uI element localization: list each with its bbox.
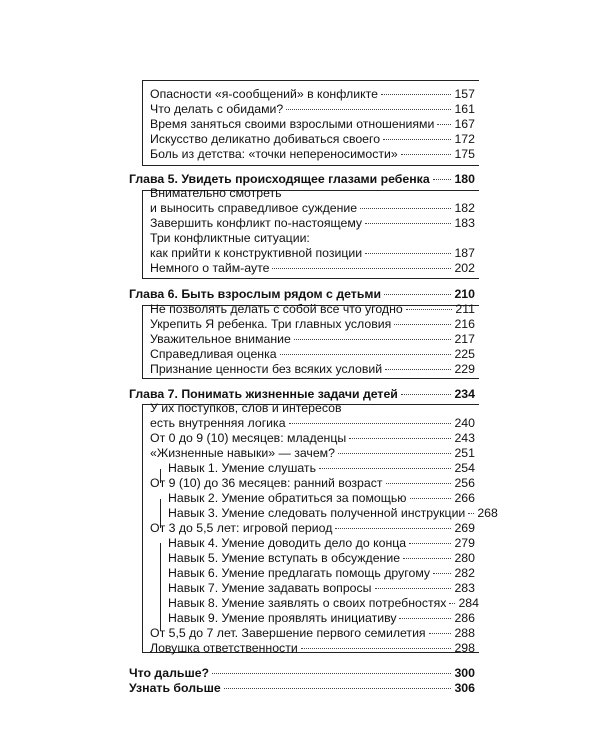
section-rule (142, 80, 143, 165)
chapter-heading[interactable] (129, 666, 475, 681)
toc-entry-line (150, 186, 475, 201)
toc-entry-title: Справедливая оценка (150, 347, 277, 361)
chapter-page: 300 (454, 666, 475, 680)
section-rule (142, 378, 479, 379)
toc-entry-page: 283 (454, 581, 475, 595)
toc-entry-page: 167 (454, 117, 475, 131)
section-rule (142, 278, 479, 279)
toc-entry[interactable] (168, 611, 475, 626)
toc-entry-title: Навык 3. Умение следовать полученной инструкции (168, 506, 466, 520)
toc-entry-title: Не позволять делать с собой все что угодно (150, 302, 403, 316)
toc-entry-page: 269 (454, 521, 475, 535)
toc-entry[interactable] (168, 581, 475, 596)
toc-entry[interactable] (150, 246, 475, 261)
toc-entry[interactable] (150, 626, 475, 641)
toc-entry-page: 254 (454, 461, 475, 475)
toc-entry-page: 286 (454, 611, 475, 625)
toc-entry-title: Укрепить Я ребенка. Три главных условия (150, 317, 392, 331)
toc-entry-title: Навык 1. Умение слушать (168, 461, 316, 475)
toc-entry-title: От 3 до 5,5 лет: игровой период (150, 521, 333, 535)
toc-entry[interactable] (150, 102, 475, 117)
toc-entry-page: 161 (454, 102, 475, 116)
toc-entry[interactable] (168, 461, 475, 476)
toc-entry-title: Признание ценности без всяких условий (150, 362, 383, 376)
toc-entry-page: 268 (477, 506, 498, 520)
toc-entry-title: есть внутренняя логика (150, 416, 286, 430)
toc-entry-title: Время заняться своими взрослыми отношениями (150, 117, 435, 131)
subsection-rule (160, 543, 161, 631)
toc-entry[interactable] (168, 566, 475, 581)
chapter-heading[interactable] (129, 681, 475, 696)
toc-entry-page: 284 (458, 596, 479, 610)
toc-entry-page: 187 (454, 246, 475, 260)
toc-entry[interactable] (150, 347, 475, 362)
chapter-heading[interactable] (129, 172, 475, 187)
toc-entry-page: 211 (455, 302, 475, 316)
toc-entry[interactable] (150, 302, 475, 317)
toc-entry-page: 279 (454, 536, 475, 550)
chapter-page: 234 (454, 387, 475, 401)
toc-entry-title: Навык 6. Умение предлагать помощь другому (168, 566, 431, 580)
chapter-page: 306 (454, 681, 475, 695)
toc-entry-title: Опасности «я-сообщений» в конфликте (150, 87, 378, 101)
toc-entry-page: 251 (454, 446, 475, 460)
toc-entry[interactable] (150, 201, 475, 216)
toc-entry[interactable] (168, 596, 479, 611)
toc-entry[interactable] (150, 446, 475, 461)
toc-entry[interactable] (150, 117, 475, 132)
toc-entry-title: От 0 до 9 (10) месяцев: младенцы (150, 431, 347, 445)
toc-entry-title: Навык 2. Умение обратиться за помощью (168, 491, 407, 505)
toc-entry-page: 183 (454, 216, 475, 230)
toc-entry-title: Боль из детства: «точки непереносимости» (150, 147, 398, 161)
chapter-title: Что дальше? (129, 666, 210, 680)
toc-entry-page: 240 (454, 416, 475, 430)
toc-entry[interactable] (150, 147, 475, 162)
chapter-title: Глава 7. Понимать жизненные задачи детей (129, 387, 398, 401)
toc-entry[interactable] (150, 431, 475, 446)
toc-entry[interactable] (150, 87, 475, 102)
toc-entry-page: 202 (454, 261, 475, 275)
chapter-title: Узнать больше (129, 681, 221, 695)
toc-entry[interactable] (150, 132, 475, 147)
toc-entry-page: 266 (454, 491, 475, 505)
toc-entry[interactable] (150, 641, 475, 656)
toc-entry-line (150, 401, 475, 416)
toc-entry-page: 229 (454, 362, 475, 376)
toc-entry[interactable] (168, 536, 475, 551)
toc-entry[interactable] (150, 332, 475, 347)
toc-entry-title: и выносить справедливое суждение (150, 201, 358, 215)
chapter-page: 210 (454, 287, 475, 301)
toc-entry[interactable] (168, 491, 475, 506)
toc-entry-title: Немного о тайм-ауте (150, 261, 270, 275)
toc-entry-page: 298 (454, 641, 475, 655)
toc-entry-title: Навык 4. Умение доводить дело до конца (168, 536, 407, 550)
toc-entry-title: Завершить конфликт по-настоящему (150, 216, 363, 230)
toc-entry-title: Навык 9. Умение проявлять инициативу (168, 611, 397, 625)
toc-entry-title: У их поступков, слов и интересов (150, 401, 342, 415)
toc-entry-page: 157 (454, 87, 475, 101)
toc-entry-page: 225 (454, 347, 475, 361)
toc-entry[interactable] (168, 551, 475, 566)
toc-entry[interactable] (168, 506, 498, 521)
toc-entry-title: Навык 5. Умение вступать в обсуждение (168, 551, 401, 565)
toc-entry-title: Три конфликтные ситуации: (150, 231, 310, 245)
toc-entry-title: Навык 8. Умение заявлять о своих потребностях (168, 596, 447, 610)
toc-entry-page: 175 (454, 147, 475, 161)
toc-entry-page: 216 (454, 317, 475, 331)
chapter-title: Глава 5. Увидеть происходящее глазами ребенка (129, 172, 430, 186)
section-rule (142, 165, 479, 166)
toc-entry[interactable] (150, 317, 475, 332)
chapter-page: 180 (454, 172, 475, 186)
toc-entry-title: Уважительное внимание (150, 332, 291, 346)
toc-entry[interactable] (150, 521, 475, 536)
chapter-title: Глава 6. Быть взрослым рядом с детьми (129, 287, 382, 301)
chapter-heading[interactable] (129, 387, 475, 402)
toc-entry-title: Ловушка ответственности (150, 641, 298, 655)
toc-entry-page: 288 (454, 626, 475, 640)
toc-entry[interactable] (150, 216, 475, 231)
toc-entry[interactable] (150, 261, 475, 276)
toc-entry-title: Искусство деликатно добиваться своего (150, 132, 381, 146)
toc-entry[interactable] (150, 476, 475, 491)
toc-entry-line (150, 231, 475, 246)
toc-entry-page: 172 (454, 132, 475, 146)
toc-entry-page: 256 (454, 476, 475, 490)
section-rule (142, 305, 143, 378)
section-rule (142, 80, 479, 81)
toc-entry-page: 243 (454, 431, 475, 445)
toc-entry-page: 182 (454, 201, 475, 215)
toc-entry-title: Внимательно смотреть (150, 186, 282, 200)
toc-entry[interactable] (150, 362, 475, 377)
section-rule (142, 190, 143, 278)
toc-entry-page: 217 (454, 332, 475, 346)
toc-entry-title: «Жизненные навыки» — зачем? (150, 446, 335, 460)
toc-entry-title: От 5,5 до 7 лет. Завершение первого семилетия (150, 626, 426, 640)
toc-entry-title: Навык 7. Умение задавать вопросы (168, 581, 372, 595)
toc-entry-title: От 9 (10) до 36 месяцев: ранний возраст (150, 476, 383, 490)
toc-entry-page: 280 (454, 551, 475, 565)
toc-entry[interactable] (150, 416, 475, 431)
toc-entry-title: как прийти к конструктивной позиции (150, 246, 363, 260)
toc-entry-page: 282 (454, 566, 475, 580)
toc-entry-title: Что делать с обидами? (150, 102, 284, 116)
section-rule (142, 404, 143, 652)
chapter-heading[interactable] (129, 287, 475, 302)
